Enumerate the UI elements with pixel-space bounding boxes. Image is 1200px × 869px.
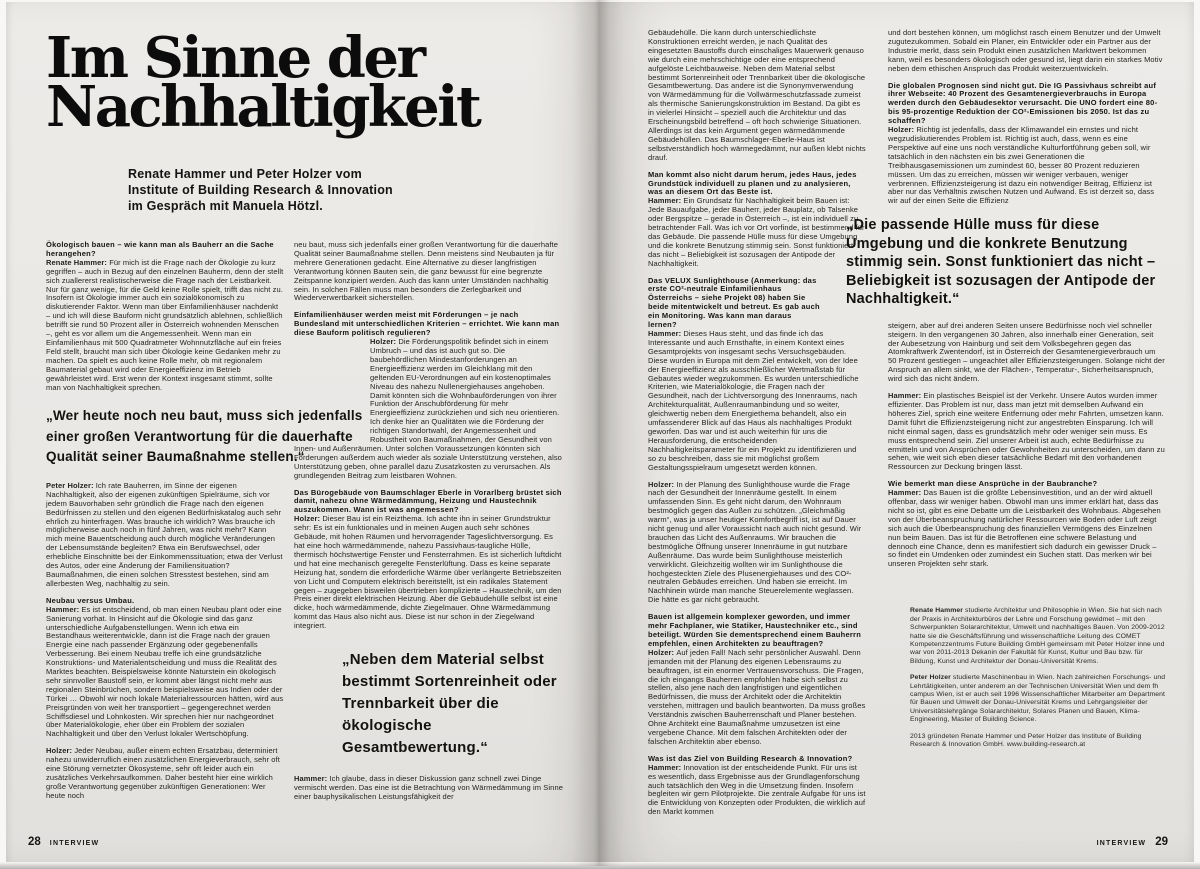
bio-paragraph: Renate Hammer studierte Architektur und Philosophie in Wien. Sie hat sich nach der Praxis in Architekturbüros der Lehre und Forschung gewidmet – mit den Schwerpunkten Solararchitektur, Umwelt und nachhaltiges Bauen. Von 2009-2012 hatte sie die Geschäftsführung und wissenschaftliche Leitung des COMET Kompetenzzentrums Future Building GmbH gemeinsam mit Peter Holzer inne und war von 2011-2013 Dekanin der Fakultät für Kunst, Kultur und Bau bzw. für Bildung, Kunst und Architektur der Donau-Universität Krems. bbox=[910, 607, 1165, 665]
interview-question: Man kommt also nicht darum herum, jedes Haus, jedes Grundstück individuell zu planen und zu analysieren, was an diesem Ort das Beste ist. bbox=[648, 169, 857, 197]
folio-right bbox=[1097, 836, 1168, 848]
interview-answer-paragraph: Renate Hammer: Für mich ist die Frage nach der Ökologie zu kurz gegriffen – auch in Bezug auf den einzelnen Bauherrn, denn der stellt sich zuallererst realistischerweise die Frage nach der Leistbarkeit. Nur für ganz wenige, für die Geld keine Rolle spielt, trifft das nicht zu. Insofern ist Ökologie immer auch ein sozialökonomisch zu diskutierender Faktor. Wenn man über Einfamilienhäuser nachdenkt – und ich will diese Bauform nicht grundsätzlich ablehnen, schließlich betrifft sie rund 50 Prozent aller in Österreich wohnenden Menschen –, geht es vor allem um die Angemessenheit. Wenn man ein Einfamilienhaus mit 500 Quadratmeter Wohnnutzfläche auf ein freies Feld stellt, braucht man sich über Ökologie keine Gedanken mehr zu machen. Da spielt es auch keine Rolle mehr, ob mit regionalem Baumaterial gebaut wird oder Energieeffizienz im Betrieb gewährleistet wird. Erst wenn der Kontext insgesamt stimmt, sollte man von Nachhaltigkeit sprechen. bbox=[46, 257, 284, 392]
page-bottom-edge-shadow bbox=[0, 862, 1200, 869]
interview-question: Bauen ist allgemein komplexer geworden, und immer mehr Fachplaner, wie Statiker, Haustechniker etc., sind beteiligt. Würden Sie dementsprechend einem Bauherrn empfehlen, einen Architekten zu beauftragen? bbox=[648, 612, 862, 648]
right-page-column-2 bbox=[846, 28, 1166, 757]
speaker-name: Hammer: bbox=[294, 774, 330, 784]
interview-answer-paragraph: neu baut, muss sich jedenfalls einer großen Verantwortung für die dauerhafte Qualität seiner Baumaßnahme stellen. Denn meistens sind Neubauten ja für mehrere Generationen gedacht. Eine Alternative zu dieser langfristigen Verantwortung können Bauten sein, die ganz bewusst für eine begrenzte Zeitspanne konzipiert werden. Auch das kann unter Umständen nachhaltig sein. In solchen Fällen muss man besonders die Zerlegbarkeit und Wiederverwertbarkeit sicherstellen. bbox=[294, 240, 559, 303]
interview-answer-paragraph: steigern, aber auf drei anderen Seiten unsere Bedürfnisse noch viel schneller steigern. In den vergangenen 30 Jahren, also innerhalb einer Generation, seit der Aubesetzung von Hainburg und seit dem Volksbegehren gegen das Atomkraftwerk Zwentendorf, ist in Österreich der Gesamtenergieverbrauch um 50 Prozent gestiegen – ungeachtet aller Effizienzsteigerungen. Solange nicht der Anspruch an allem sinkt, wie der Flächen-, Temperatur-, Sicherheitsanspruch, wird sich das nicht ändern. bbox=[888, 320, 1165, 384]
interview-answer-paragraph: Peter Holzer: Ich rate Bauherren, im Sinne der eigenen Nachhaltigkeit, also der eigenen zukünftigen Spielräume, sich vor jedem Bauvorhaben sehr gründlich die Frage nach den eigenen Bedürfnissen zu stellen und den eigenen Bedürfniskatalog auch sehr ehrlich zu hinterfragen. Was brauche ich wirklich? Was brauche ich möglicherweise auch noch in fünf Jahren, was nicht mehr? Kann mich meine Bauentscheidung auch durch mögliche Veränderungen der Lebensumstände begleiten? Etwa ein Berufswechsel, oder erhebliche Einschnitte bei der Einkommenssituation; etwa der Verlust des Autos, oder eine Änderung der Familiensituation? Baumaßnahmen, die einen solchen Stresstest bestehen, sind am allerbesten Weg, nachhaltig zu sein. bbox=[46, 480, 283, 588]
speaker-name: Peter Holzer: bbox=[46, 480, 96, 490]
interview-question: Wie bemerkt man diese Ansprüche in der Baubranche? bbox=[888, 479, 1098, 489]
standfirst-line: im Gespräch mit Manuela Hötzl. bbox=[128, 199, 323, 213]
article-title-line2: Nachhaltigkeit bbox=[46, 74, 480, 140]
bio-paragraph: 2013 gründeten Renate Hammer und Peter Holzer das Institute of Building Research & Innovation GmbH. www.building-research.at bbox=[910, 732, 1142, 748]
section-label-right: INTERVIEW bbox=[1096, 840, 1147, 847]
interview-answer-paragraph: Hammer: Ich glaube, dass in dieser Diskussion ganz schnell zwei Dinge vermischt werden. Das eine ist die Betrachtung von Wärmedämmung im Sinne einer bauphysikalischen Leistungsfähigkeit der bbox=[294, 774, 563, 801]
speaker-name: Hammer: bbox=[888, 391, 924, 401]
bio-paragraph: Peter Holzer studierte Maschinenbau in Wien. Nach zahlreichen Forschungs- und Lehrtätigkeiten, unter anderem an der Technischen Universität Wien und dem fh campus Wien, ist er auch seit 1996 Wissenschaftlicher Mitarbeiter am Department für Bauen und Umwelt der Donau-Universität Krems und Lehrgangsleiter der Universitätslehrgänge Solararchitektur, Solares Planen und Bauen, Klima-Engineering, Master of Building Science. bbox=[910, 674, 1166, 724]
interview-answer-paragraph: Hammer: Dieses Haus steht, und das finde ich das Interessante und auch Ernsthafte, in einem Kontext eines Gesamtprojekts von insgesamt sechs Versuchsgebäuden. Diese wurden in Europa mit dem Ziel entwickelt, von der Idee der Energieeffizienz als ausschließlicher Wertmaßstab für Gebautes wieder wegzukommen. Es wurden unterschiedliche Kriterien, wie Materialökologie, die Fragen nach der Gesundheit, nach der Lichtversorgung des Innenraums, nach Architekturqualität, Außenraumanbindung und so weiter, gleichwertig neben dem Energiethema behandelt, also ein umfassenderer Blick auf das Haus als nachhaltiges Produkt geworfen. Das war und ist auch weiterhin für uns die Herausforderung, die entscheidenden Nachhaltigkeitsparameter für ein Projekt zu identifizieren und so zu beschreiben, dass sie mit möglichst großem Gestaltungsspielraum umgesetzt werden können. bbox=[648, 329, 859, 472]
interview-answer-paragraph: Hammer: Ein Grundsatz für Nachhaltigkeit beim Bauen ist: Jede Bauaufgabe, jeder Bauherr, jeder Bauplatz, ob Talsenke oder Bergspitze – gerade in Österreich –, ist ein individuell zu betrachtender Fall. Was ich vor Ort vorfinde, ist bestimmend für das Gebäude. Die passende Hülle muss für diese Umgebung und die konkrete Benutzung stimmig sein. Sonst funktioniert das nicht – Beliebigkeit ist sozusagen der Antipode der Nachhaltigkeit. bbox=[648, 196, 865, 268]
speaker-name: Hammer: bbox=[888, 488, 924, 498]
interview-answer-paragraph: Holzer: Jeder Neubau, außer einem echten Ersatzbau, determiniert nahezu unwiderruflich einen zusätzlichen Energieverbrauch, sehr oft eine Störung vernetzter Ökosysteme, sehr oft leider auch ein zusätzliches Verkehrsaufkommen. Daher besteht hier eine wirklich große Verantwortung gegenüber zukünftigen Generationen: Wer heute noch bbox=[46, 746, 280, 800]
speaker-name: Peter Holzer bbox=[910, 674, 953, 682]
interview-question: Das VELUX Sunlighthouse (Anmerkung: das erste CO²-neutrale Einfamilienhaus Österreichs – siehe Projekt 08) haben Sie beide mitentwickelt und betreut. Es gab auch ein Monitoring. Was kann man daraus lernen? bbox=[648, 275, 820, 330]
interview-answer-paragraph: Holzer: Richtig ist jedenfalls, dass der Klimawandel ein ernstes und nicht wegzudiskutierendes Problem ist. Richtig ist auch, dass, wenn es eine Perspektive auf eine uns noch verständliche Kulturfortführung geben soll, wir tatsächlich in den nächsten ein bis zwei Generationen die Treibhausgasemissionen um zumindest 60, besser 80 Prozent reduzieren müssen. Um das zu erreichen, müssen wir weniger verbauen, weniger verbrennen. Effizienzsteigerung ist dazu ein notwendiger Beitrag, Effizienz ist aber nur das Verhältnis zwischen Nutzen und Aufwand. Es ist derzeit so, dass wir auf der einen Seite die Effizienz bbox=[888, 125, 1155, 206]
speaker-name: Hammer: bbox=[648, 196, 684, 206]
interview-answer-paragraph: Hammer: Innovation ist der entscheidende Punkt. Für uns ist es wesentlich, dass Ergebnisse aus der Grundlagenforschung auch tatsächlich den Weg in die Umsetzung finden. Insofern begleiten wir gern Pilotprojekte. Die zentrale Aufgabe für uns ist die Entwicklung von Konzepten oder Produkten, die wirklich auf den Markt kommen bbox=[648, 762, 866, 817]
interview-answer-paragraph: Holzer: In der Planung des Sunlighthouse wurde die Frage nach der Gesundheit der Innenräume gestellt. In einem umfassenden Sinn. Es geht nicht darum, den Wohnraum bestmöglich gegen das Außen zu schützen. „Gleichmäßig warm“, was ja unser heutiger Komfortbegriff ist, ist auf Dauer nicht genug und aller Voraussicht nach auch nicht gesund. Wir brauchen das Licht des Außenraums. Wir brauchen die bestmögliche Öffnung unserer Innenräume in gut nutzbare Außenräume. Das wurde beim Sunlighthouse meisterlich verwirklicht. Gleichzeitig wollten wir im Sunlighthouse die hochgesteckten Ziele des Plusenergiehauses und des CO²-neutralen Gebäudes erreichen. Und haben sie erreicht. Im Nachhinein würde man manche Steuerelemente weglassen. Die hätte es gar nicht gebraucht. bbox=[648, 479, 862, 605]
right-page-column-1 bbox=[648, 29, 866, 825]
speaker-name: Holzer: bbox=[648, 647, 677, 657]
interview-answer-paragraph: Holzer: Die Förderungspolitik befindet sich in einem Umbruch – und das ist auch gut so. Die baubehördlichen Mindestanforderungen an Energieeffizienz werden im Gleichklang mit den geltenden EU-Verordnungen auf ein kostenoptimales Niveau des nahezu Nullenergiehauses angehoben. Damit könnten sich die Wohnbauförderungen von ihrer Funktion der Anschubförderung für mehr Energieeffizienz zurückziehen und sich neu orientieren. Ich denke hier an Qualitäten wie die Förderung der richtigen Standortwahl, der Angemessenheit und Robustheit von Baumaßnahmen, der Gesundheit von Innen- und Außenräumen. Unter solchen Voraussetzungen könnten sich Förderungen außerdem auch wieder als soziale Unterstützung verstehen, also Unterstützung geben, ohne parallel dazu Zusatzkosten zu verursachen. Als grundlegenden Beitrag zum leistbaren Wohnen. bbox=[294, 337, 562, 480]
standfirst bbox=[128, 166, 393, 214]
pull-quote: „Die passende Hülle muss für diese Umgebung und die konkrete Benutzung stimmig sein. Sonst funktioniert das nicht – Beliebigkeit ist sozusagen der Antipode der Nachhaltigkeit.“ bbox=[846, 217, 1156, 308]
interview-question: Ökologisch bauen – wie kann man als Bauherr an die Sache herangehen? bbox=[46, 240, 274, 258]
left-page-column-2 bbox=[294, 241, 564, 810]
interview-question: Die globalen Prognosen sind nicht gut. Die IG Passivhaus schreibt auf ihrer Webseite: 40 Prozent des Gesamtenergieverbrauchs in Europa werden durch den Gebäudesektor verursacht. Die UNO fordert eine 80- bis 95-prozentige Reduktion der CO²-Emissionen bis 2050. Ist das zu schaffen? bbox=[888, 80, 1158, 126]
interview-answer-paragraph: und dort bestehen können, um möglichst rasch einem Benutzer und der Umwelt zugutezukommen. Sobald ein Planer, ein Entwickler oder ein Partner aus der Industrie merkt, dass sein Produkt einen zusätzlichen Marktwert bekommen kann, weil es besonders ökologisch oder gesund ist, liegt darin ein starkes Motiv neben dem ethischen Anspruch das Produkt weiterzuentwickeln. bbox=[888, 28, 1163, 73]
speaker-name: Holzer: bbox=[294, 514, 323, 524]
interview-answer-paragraph: Hammer: Ein plastisches Beispiel ist der Verkehr. Unsere Autos wurden immer effizienter. Das Problem ist nur, dass man jetzt mit demselben Aufwand ein höheres Ziel, sprich eine weitere Entfernung oder mehr Fahrten, umsetzen kann. Damit führt die Effizienzsteigerung nicht zur angestrebten Einsparung. Ich will nicht einmal sagen, dass es grundsätzlich mehr oder weniger sein muss. Es muss entsprechend sein. Ziel unserer Arbeit ist auch, echte Bedürfnisse zu ermitteln und von Ansprüchen oder Gewohnheiten zu unterscheiden, um dann zu sehen, wie weit sich eben dieser tatsächliche Bedarf mit den vorhandenen Ressourcen zur Deckung bringen lässt. bbox=[888, 391, 1165, 472]
interview-answer-paragraph: Hammer: Das Bauen ist die größte Lebensinvestition, und an der wird aktuell offenbar, dass wir weniger haben. Obwohl man uns immer erklärt hat, dass das nicht so ist, gibt es eine Debatte um die Leistbarkeit des Wohnbaus. Abgesehen von der Überbeanspruchung natürlicher Ressourcen wie Boden oder Luft zeigt sich auch die Überbeanspruchung des finanziellen Vermögens des Einzelnen nun beim Bauen. Das ist für die Betroffenen eine schwere Belastung und dennoch eine Chance, denn es manifestiert sich dadurch ein gewisser Druck – so findet ein Umdenken oder zumindest ein Suchen statt. Das merken wir bei unseren Projekten sehr stark. bbox=[888, 488, 1161, 569]
speaker-name: Holzer: bbox=[46, 746, 75, 756]
interview-question: Was ist das Ziel von Building Research & Innovation? bbox=[648, 753, 853, 763]
speaker-name: Holzer: bbox=[370, 337, 399, 347]
speaker-name: Holzer: bbox=[888, 125, 917, 135]
article-title-line1: Im Sinne der bbox=[46, 25, 424, 91]
interview-answer-paragraph: Holzer: Dieser Bau ist ein Reizthema. Ich achte ihn in seiner Grundstruktur sehr: Es ist ein funktionales und in meinen Augen auch sehr schönes Gebäude, mit hohen Räumen und hervorragender Tageslichtversorgung. Es hat eine hoch wärmedämmende, nahezu Passivhaus-taugliche Hülle, thermisch höchstwertige Fenster und Fensterrahmen. Es ist sicherlich luftdicht und hat eine mechanisch geregelte Fensterlüftung. Dass es keine separate Heizung hat, sondern die erforderliche Wärme über verlängerte Betriebszeiten von Licht und Computern elektrisch bereitstellt, ist ein radikales Statement gegen – zugegeben bisweilen übertrieben komplizierte – Haustechnik, um den Preis einer direkt elektrischen Heizung. Aber die Gebäudehülle selbst ist eine dicke, hoch wärmedämmende, dichte Ziegelmauer. Ohne Wärmedämmung kommt das Haus also nicht aus. Diese ist nur schon in der Ziegelwand integriert. bbox=[294, 514, 562, 631]
left-page-column-1 bbox=[46, 240, 363, 809]
interview-answer-paragraph: Hammer: Es ist entscheidend, ob man einen Neubau plant oder eine Sanierung vorhat. In Hinsicht auf die Ökologie sind das ganz unterschiedliche Aufgabenstellungen. Wenn ich etwa ein Bestandhaus weiterentwickle, dann ist die Frage nach der grauen Energie eine nach passender Ergänzung oder gegebenenfalls Verbesserung. Bei einem Neubau treffe ich eine grundsätzliche Konstruktions- und Materialentscheidung und muss die Realität des Marktes beachten. Beispielsweise könnte Naturstein ein ökologisch sehr sinnvoller Baustoff sein, er kommt aber längst nicht mehr aus regionalen Steinbrüchen, sondern beispielsweise aus Indien oder der Türkei … Obwohl wir noch lokale Materialressourcen hätten, wird aus Preisgründen von weit her transportiert – gegengerechnet werden Schiffsdiesel und Lohnkosten. Wir sprechen hier nur nachgeordnet über Materialökologie, eher über ein Problem der sozialen Nachhaltigkeit und über den Verlust lokaler Wertschöpfung. bbox=[46, 604, 284, 739]
speaker-name: Hammer: bbox=[648, 329, 684, 338]
speaker-name: Renate Hammer bbox=[910, 607, 966, 615]
article-title bbox=[46, 25, 480, 140]
page-number-left: 28 bbox=[28, 836, 41, 848]
speaker-name: Holzer: bbox=[648, 479, 677, 489]
section-label-left: INTERVIEW bbox=[49, 840, 100, 847]
interview-answer-paragraph: Gebäudehülle. Die kann durch unterschiedlichste Konstruktionen erreicht werden, je nach Qualität des eingesetzten Baustoffs durch einschaliges Mauerwerk genauso wie durch eine mehrschichtige oder eine entsprechend aufgelöste Leichtbauweise. Neben dem Material selbst bestimmt Sortenreinheit oder Trennbarkeit über die ökologische Gesamtbewertung. Das andere ist die Synonymverwendung von Wärmedämmung für die Vollwärmeschutzfassade zumeist als thermische Sanierungskonstruktion im Bestand. Da gibt es in vielerlei Hinsicht – speziell auch die Architektur und das Erscheinungsbild betreffend – oft hoch schwierige Situationen. Allerdings ist das kein Argument gegen wärmedämmende Gebäudehüllen. Das Baumschlager-Eberle-Haus ist selbstverständlich hoch wärmegedämmt, nur außen klebt nichts drauf. bbox=[648, 28, 866, 162]
interview-question: Das Bürogebäude von Baumschlager Eberle in Vorarlberg brüstet sich damit, nahezu ohne Wärmedämmung, Heizung und Haustechnik auszukommen. Wann ist was angemessen? bbox=[294, 487, 562, 515]
folio-left bbox=[28, 836, 99, 848]
speaker-name: Renate Hammer: bbox=[46, 257, 110, 267]
pull-quote: „Wer heute noch neu baut, muss sich jedenfalls einer großen Verantwortung für die dauerhafte Qualität seiner Baumaßnahme stellen.“ bbox=[46, 408, 363, 465]
interview-question: Neubau versus Umbau. bbox=[46, 595, 135, 605]
pull-quote: „Neben dem Material selbst bestimmt Sortenreinheit oder Trennbarkeit über die ökologische Gesamtbewertung.“ bbox=[342, 651, 557, 757]
speaker-name: Hammer: bbox=[46, 604, 82, 614]
interview-question: Einfamilienhäuser werden meist mit Förderungen – je nach Bundesland mit unterschiedlichen Kriterien – errichtet. Wie kann man diese Bauform politisch regulieren? bbox=[294, 310, 560, 338]
standfirst-line: Institute of Building Research & Innovation bbox=[128, 183, 393, 197]
pullquote-wrap-spacer bbox=[294, 382, 370, 438]
page-number-right: 29 bbox=[1155, 836, 1168, 848]
standfirst-line: Renate Hammer und Peter Holzer vom bbox=[128, 167, 362, 181]
interview-answer-paragraph: Holzer: Auf jeden Fall! Nach sehr persönlicher Auswahl. Denn jemanden mit der Planung des eigenen Lebensraums zu beauftragen, ist ein enormer Vertrauensvorschuss. Die Fragen, die ich eingangs Bauherren empfohlen habe sich selbst zu stellen, also jene nach den langfristigen und eigentlichen Bedürfnissen, die muss der Architekt oder die Architektin verstehen, mittragen und baulich beantworten. Da muss großes Verständnis zwischen Bauherrenschaft und Planer bestehen. Ohne Architekt eine Baumaßnahme umzusetzen ist eine vergebene Chance. Mit dem falschen Architekten oder der falschen Architektin aber ebenso. bbox=[648, 647, 866, 746]
speaker-name: Hammer: bbox=[648, 762, 684, 772]
